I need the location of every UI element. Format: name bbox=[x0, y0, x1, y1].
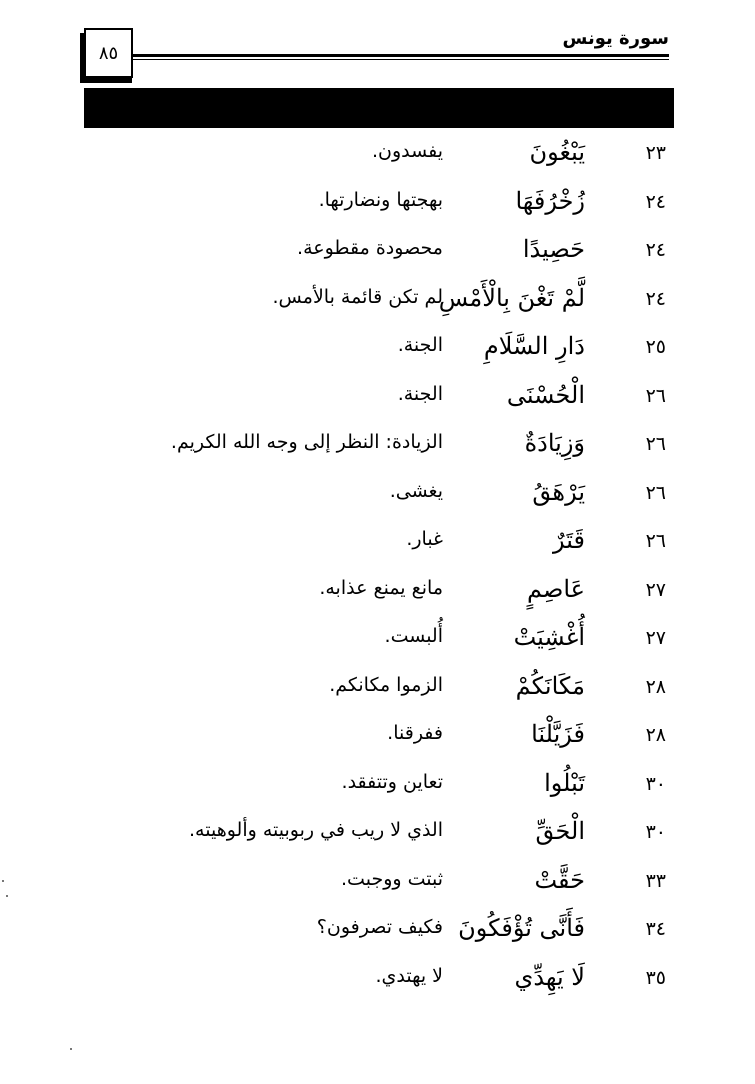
vocab-row bbox=[0, 183, 755, 232]
verse-number: ٢٧ bbox=[645, 627, 666, 649]
verse-number: ٢٨ bbox=[645, 724, 666, 746]
black-banner bbox=[84, 88, 674, 128]
quran-word: حَصِيدًا bbox=[522, 235, 585, 263]
word-meaning: الزيادة: النظر إلى وجه الله الكريم. bbox=[170, 431, 443, 453]
verse-number: ٣٣ bbox=[645, 869, 666, 892]
vocab-row bbox=[0, 474, 755, 523]
quran-word: الْحُسْنَى bbox=[506, 380, 585, 409]
verse-number: ٢٤ bbox=[645, 287, 666, 310]
quran-word: تَبْلُوا bbox=[544, 768, 585, 797]
verse-number: ٢٦ bbox=[645, 481, 666, 504]
vocab-row bbox=[0, 910, 755, 959]
quran-word: الْحَقِّ bbox=[535, 817, 585, 845]
vocab-row bbox=[0, 328, 755, 377]
verse-number: ٢٦ bbox=[645, 433, 666, 455]
quran-word: لَا يَهِدِّي bbox=[514, 962, 585, 991]
quran-word: يَبْغُونَ bbox=[529, 138, 585, 166]
quran-word: قَتَرٌ bbox=[553, 526, 585, 554]
quran-word: عَاصِمٍ bbox=[527, 574, 585, 603]
verse-number: ٣٠ bbox=[645, 772, 666, 795]
word-meaning: الجنة. bbox=[397, 334, 443, 356]
vocab-row bbox=[0, 231, 755, 280]
word-meaning: الذي لا ريب في ربوبيته وألوهيته. bbox=[189, 819, 443, 841]
word-meaning: يغشى. bbox=[389, 479, 443, 502]
quran-word: فَأَنَّى تُؤْفَكُونَ bbox=[458, 914, 585, 942]
verse-number: ٢٨ bbox=[645, 675, 666, 698]
vocab-row bbox=[0, 571, 755, 620]
word-meaning: أُلبست. bbox=[384, 625, 443, 647]
vocab-row bbox=[0, 716, 755, 765]
quran-word: مَكَانَكُمْ bbox=[515, 671, 585, 700]
quran-word: دَارِ السَّلَامِ bbox=[483, 332, 585, 360]
word-meaning: مانع يمنع عذابه. bbox=[319, 576, 443, 599]
verse-number: ٣٤ bbox=[645, 918, 666, 940]
verse-number: ٢٦ bbox=[645, 530, 666, 552]
verse-number: ٢٣ bbox=[645, 142, 666, 164]
page-number: ٨٥ bbox=[84, 28, 133, 78]
vocab-row bbox=[0, 813, 755, 862]
verse-number: ٢٧ bbox=[645, 578, 666, 601]
word-meaning: لم تكن قائمة بالأمس. bbox=[272, 285, 443, 308]
word-meaning: بهجتها ونضارتها. bbox=[318, 188, 443, 211]
vocab-row bbox=[0, 134, 755, 183]
word-meaning: الزموا مكانكم. bbox=[329, 673, 443, 696]
word-meaning: غبار. bbox=[406, 528, 443, 550]
surah-title: سورة يونس bbox=[562, 28, 669, 49]
word-meaning: يفسدون. bbox=[372, 140, 443, 162]
verse-number: ٢٦ bbox=[645, 384, 666, 407]
word-meaning: فكيف تصرفون؟ bbox=[316, 916, 443, 938]
quran-word: يَرْهَقُ bbox=[532, 477, 585, 506]
verse-number: ٢٥ bbox=[645, 336, 666, 358]
vocab-row bbox=[0, 765, 755, 814]
vocab-row bbox=[0, 862, 755, 911]
verse-number: ٣٥ bbox=[645, 966, 666, 989]
verse-number: ٣٠ bbox=[645, 821, 666, 843]
verse-number: ٢٤ bbox=[645, 190, 666, 213]
quran-word: زُخْرُفَهَا bbox=[515, 186, 585, 215]
verse-number: ٢٤ bbox=[645, 239, 666, 261]
word-meaning: الجنة. bbox=[397, 382, 443, 405]
vocab-row bbox=[0, 425, 755, 474]
header-rule-thin bbox=[133, 59, 669, 60]
quran-word: أُغْشِيَتْ bbox=[513, 623, 585, 651]
word-meaning: محصودة مقطوعة. bbox=[297, 237, 443, 259]
margin-dot bbox=[2, 880, 4, 882]
vocab-row bbox=[0, 959, 755, 1008]
header-rule bbox=[133, 54, 669, 57]
vocab-row bbox=[0, 377, 755, 426]
quran-word: لَّمْ تَغْنَ بِالْأَمْسِ bbox=[438, 283, 585, 312]
quran-word: وَزِيَادَةٌ bbox=[524, 429, 585, 457]
vocab-row bbox=[0, 522, 755, 571]
margin-dot bbox=[6, 895, 8, 897]
word-meaning: ثبتت ووجبت. bbox=[341, 867, 443, 890]
vocab-row bbox=[0, 668, 755, 717]
vocabulary-list bbox=[0, 134, 755, 1007]
vocab-row bbox=[0, 619, 755, 668]
word-meaning: ففرقنا. bbox=[387, 722, 443, 744]
quran-word: حَقَّتْ bbox=[534, 865, 585, 894]
word-meaning: لا يهتدي. bbox=[375, 964, 443, 987]
quran-word: فَزَيَّلْنَا bbox=[531, 720, 585, 748]
word-meaning: تعاين وتتفقد. bbox=[341, 770, 443, 793]
margin-dot bbox=[70, 1048, 72, 1050]
vocab-row bbox=[0, 280, 755, 329]
